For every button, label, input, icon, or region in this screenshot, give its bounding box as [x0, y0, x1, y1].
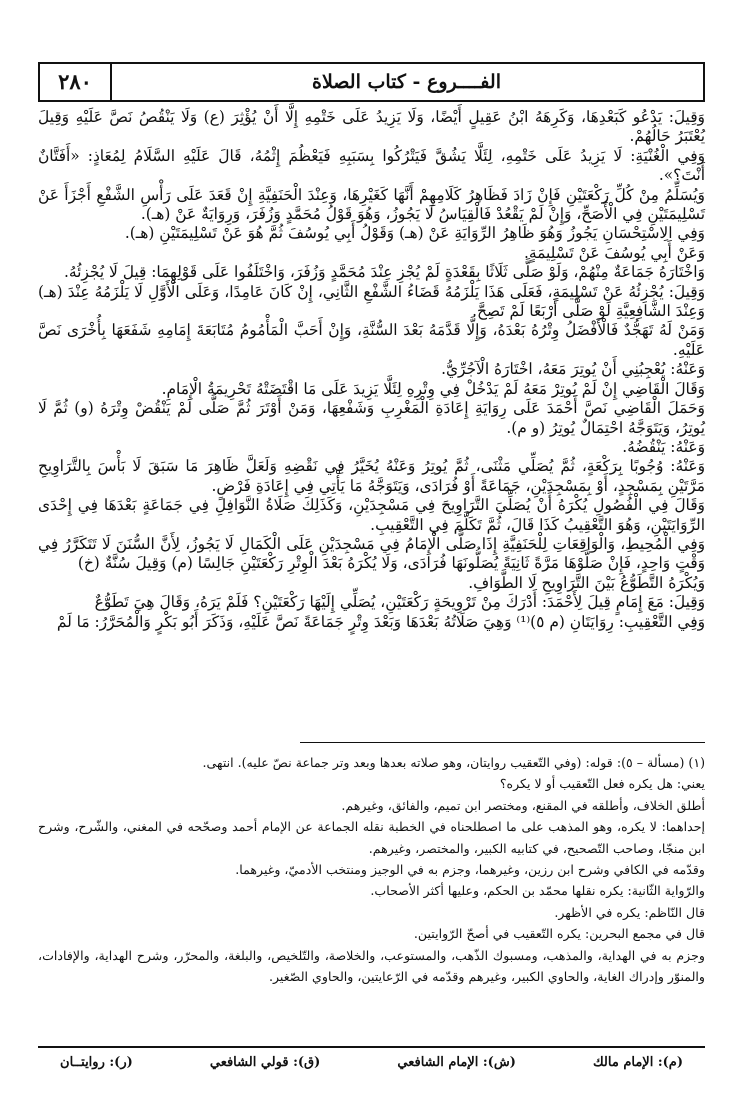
footnote-line: وقدّمه في الكافي وشرح ابن رزين، وغيرهما، وجزم به في الوجيز ومنتخب الأدميّ، وغيرهما. — [235, 862, 705, 878]
paragraph: وَعَنْهُ: يُعْجِبُنِي أَنْ يُوتِرَ مَعَهُ، اخْتَارَهُ الْآجُرِّيُّ. — [441, 360, 705, 379]
header-title: الفــــروع - كتاب الصلاة — [312, 71, 501, 93]
paragraph: وَيُكْرَهُ التَّطَوُّعُ بَيْنَ التَّرَاوِيحِ لَا الطَّوَافِ. — [468, 573, 705, 592]
paragraph: وَحَمَلَ الْقَاضِي نَصَّ أَحْمَدَ عَلَى رِوَايَةِ إِعَادَةِ الْمَغْرِبِ وَشَفْعِهَا، وَمَنْ أَوْتَرَ ثُمَّ صَلَّى لَمْ يَنْقُضْ وِتْرَهُ (و) ثُمَّ لَا يُوتِرُ، وَيَتَوَجَّهُ احْتِمَالٌ يُوتِرُ (و م). — [38, 399, 705, 437]
paragraph: وَعَنْهُ: يَنْقُضُهُ. — [622, 437, 705, 456]
footnote-line: إحداهما: لا يكره، وهو المذهب على ما اصطلحناه في الخطبة نقله الجماعة عن الإمام أحمد وصحّحه في المغني، والشّرح، وشرح ابن منجّا، وصاحب التّصحيح، في كتابيه الكبير، والمختصر، وغيرهم. — [38, 819, 705, 856]
paragraph: وَاخْتَارَهُ جَمَاعَةٌ مِنْهُمْ، وَلَوْ صَلَّى ثَلَاثًا بِقَعْدَةٍ لَمْ يُجْزِ عِنْدَ مُحَمَّدٍ وَزُفَرَ، وَاخْتَلَفُوا عَلَى قَوْلِهِمَا: قِيلَ لَا يُجْزِئُهُ. — [64, 263, 705, 282]
paragraph: وَفِي الْمُحِيطِ، وَالْوَاقِعَاتِ لِلْحَنَفِيَّةِ إِذَا صَلَّى الْإِمَامُ فِي مَسْجِدَيْنِ عَلَى الْكَمَالِ لَا يَجُوزُ، لِأَنَّ السُّنَنَ لَا تَتَكَرَّرُ فِي وَقْتٍ وَاحِدٍ، فَإِنْ صَلَّوْهَا مَرَّةً ثَانِيَةً يُصَلُّونَهَا فُرَادَى، وَلَا يُكْرَهُ بَعْدَ الْوِتْرِ رَكْعَتَيْنِ جَالِسًا (م) وَقِيلَ سُنَّةٌ (خ) — [38, 534, 705, 573]
paragraph: وَفِي الْغُنْيَةِ: لَا يَزِيدُ عَلَى خَتْمِهِ، لِئَلَّا يَشُقَّ فَيَتْرُكُوا بِسَبَبِهِ فَيَعْظُمَ إِثْمُهُ، قَالَ عَلَيْهِ السَّلَامُ لِمُعَاذٍ: «أَفَتَّانٌ أَنْتَ؟». — [38, 146, 705, 185]
abbreviation-legend — [38, 1050, 705, 1076]
footnotes — [38, 752, 705, 987]
paragraph: وَقَالَ فِي الْفُصُولِ يُكْرَهُ أَنْ يُصَلِّيَ التَّرَاوِيحَ فِي مَسْجِدَيْنِ، وَكَذَلِكَ صَلَاةُ النَّوَافِلِ فِي جَمَاعَةٍ بَعْدَهَا فِي إِحْدَى الرِّوَايَتَيْنِ، وَهُوَ التَّعْقِيبُ كَذَا قَالَ، ثُمَّ تَكَلَّمَ فِي التَّعْقِيبِ. — [38, 496, 705, 534]
legend-qawlay: (ق): قولي الشافعي — [209, 1055, 321, 1070]
paragraph: وَيُسَلِّمُ مِنْ كُلِّ رَكْعَتَيْنِ فَإِنْ زَادَ فَظَاهِرُ كَلَامِهِمْ أَنَّهَا كَغَيْرِهَا، وَعِنْدَ الْحَنَفِيَّةِ إِنْ قَعَدَ عَلَى رَأْسِ الشَّفْعِ أَجْزَأَ عَنْ تَسْلِيمَتَيْنِ فِي الْأَصَحِّ، وَإِنْ لَمْ يَقْعُدْ فَالْقِيَاسُ لَا يَجُوزُ، وَهُوَ قَوْلُ مُحَمَّدٍ وَزُفَرَ، وَرِوَايَةٌ عَنْ (هـ). — [38, 185, 705, 224]
paragraph: وَعَنْ أَبِي يُوسُفَ عَنْ تَسْلِيمَةٍ. — [523, 243, 705, 262]
footnote-line: (١) (مسألة – ٥): قوله: (وفي التّعقيب روايتان، وهو صلاته بعدها وبعد وتر جماعة نصّ عليه). انتهى. — [202, 755, 705, 770]
paragraph: وَمَنْ لَهُ تَهَجُّدٌ فَالْأَفْضَلُ وِتْرُهُ بَعْدَهُ، وَإِلَّا قَدَّمَهُ بَعْدَ السُّنَّةِ، وَإِنْ أَحَبَّ الْمَأْمُومُ مُتَابَعَةَ إِمَامِهِ شَفَعَهَا بِأُخْرَى نَصَّ عَلَيْهِ. — [38, 321, 705, 359]
footnote-line: وجزم به في الهداية، والمذهب، ومسبوك الذّهب، والمستوعب، والخلاصة، والتّلخيص، والبلغة، والمحرّر، وشرح الهداية، والإفادات، والمنوّر وإدراك الغاية، والحاوي الكبير، وغيرهم وقدّمه في الرّعايتين، والحاوي الصّغير. — [38, 947, 705, 985]
paragraph: وَقِيلَ: يُجْزِئُهُ عَنْ تَسْلِيمَةٍ، فَعَلَى هَذَا يَلْزَمُهُ قَضَاءُ الشَّفْعِ الثَّانِي، إِنْ كَانَ عَامِدًا، وَعَلَى الْأَوَّلِ لَا يَلْزَمُهُ عِنْدَ (هـ) وَعِنْدَ الشَّافِعِيَّةِ لَوْ صَلَّى أَرْبَعًا لَمْ تَصِحَّ. — [38, 282, 705, 321]
legend-riwayatan: (ر): روايتــان — [60, 1055, 133, 1070]
running-header — [38, 62, 705, 102]
legend-shafii: (ش): الإمام الشافعي — [397, 1055, 516, 1070]
paragraph: وَقَالَ الْقَاضِي إِنْ لَمْ يُوتِرْ مَعَهُ لَمْ يَدْخُلْ فِي وِتْرِهِ لِئَلَّا يَزِيدَ عَلَى مَا اقْتَضَتْهُ تَحْرِيمَةُ الْإِمَامِ. — [161, 379, 705, 398]
paragraph: وَفِي التَّعْقِيبِ: رِوَايَتَانِ (م ٥)⁽¹⁾ وَهِيَ صَلَاتُهُ بَعْدَهَا وَبَعْدَ وِتْرٍ جَمَاعَةً نَصَّ عَلَيْهِ، وَذَكَرَ أَبُو بَكْرٍ وَالْمُحَرَّرُ: مَا لَمْ — [56, 612, 705, 631]
paragraph: وَفِي الِاسْتِحْسَانِ يَجُوزُ وَهُوَ ظَاهِرُ الرِّوَايَةِ عَنْ (هـ) وَقَوْلُ أَبِي يُوسُفَ ثُمَّ هُوَ عَنْ تَسْلِيمَتَيْنِ (هـ). — [124, 224, 705, 243]
footnote-line: قال في مجمع البحرين: يكره التّعقيب في أصحّ الرّوايتين. — [413, 926, 705, 942]
paragraph: وَقِيلَ: مَعَ إِمَامٍ قِيلَ لِأَحْمَدَ: أَدْرَكَ مِنْ تَرْوِيحَةٍ رَكْعَتَيْنِ، يُصَلِّي إِلَيْهَا رَكْعَتَيْنِ؟ فَلَمْ يَرَهُ، وَقَالَ هِيَ تَطَوُّعٌ — [94, 593, 705, 612]
main-text — [38, 108, 705, 632]
footnote-line: والرّواية الثّانية: يكره نقلها محمّد بن الحكم، وعليها أكثر الأصحاب. — [370, 883, 705, 899]
page-number: ٢٨٠ — [40, 64, 112, 100]
footnote-separator — [300, 742, 705, 743]
legend-malik: (م): الإمام مالك — [592, 1055, 683, 1070]
footer-separator — [38, 1046, 705, 1048]
footnote-line: يعني: هل يكره فعل التّعقيب أو لا يكره؟ — [499, 776, 705, 792]
paragraph: وَعَنْهُ: وُجُوبًا بِرَكْعَةٍ، ثُمَّ يُصَلِّي مَثْنَى، ثُمَّ يُوتِرُ وَعَنْهُ يُخَيَّرُ فِي نَقْضِهِ وَلَعَلَّ ظَاهِرَ مَا سَبَقَ لَا بَأْسَ بِالتَّرَاوِيحِ مَرَّتَيْنِ بِمَسْجِدٍ، أَوْ بِمَسْجِدَيْنِ، جَمَاعَةً أَوْ فُرَادَى، وَيَتَوَجَّهُ مَا يَأْتِي فِي إِعَادَةِ فَرْضٍ. — [38, 457, 705, 495]
footnote-line: أطلق الخلاف، وأطلقه في المقنع، ومختصر ابن تميم، والفائق، وغيرهم. — [341, 797, 705, 813]
footnote-line: قال النّاظم: يكره في الأظهر. — [554, 904, 705, 920]
paragraph: وَقِيلَ: يَدْعُو كَبَعْدِهَا، وَكَرِهَهُ ابْنُ عَقِيلٍ أَيْضًا، وَلَا يَزِيدُ عَلَى خَتْمِهِ إِلَّا أَنْ يُؤْثِرَ (ع) وَلَا يَنْقُصُ نَصَّ عَلَيْهِ وَقِيلَ يُعْتَبَرُ حَالُهُمْ. — [38, 108, 705, 146]
